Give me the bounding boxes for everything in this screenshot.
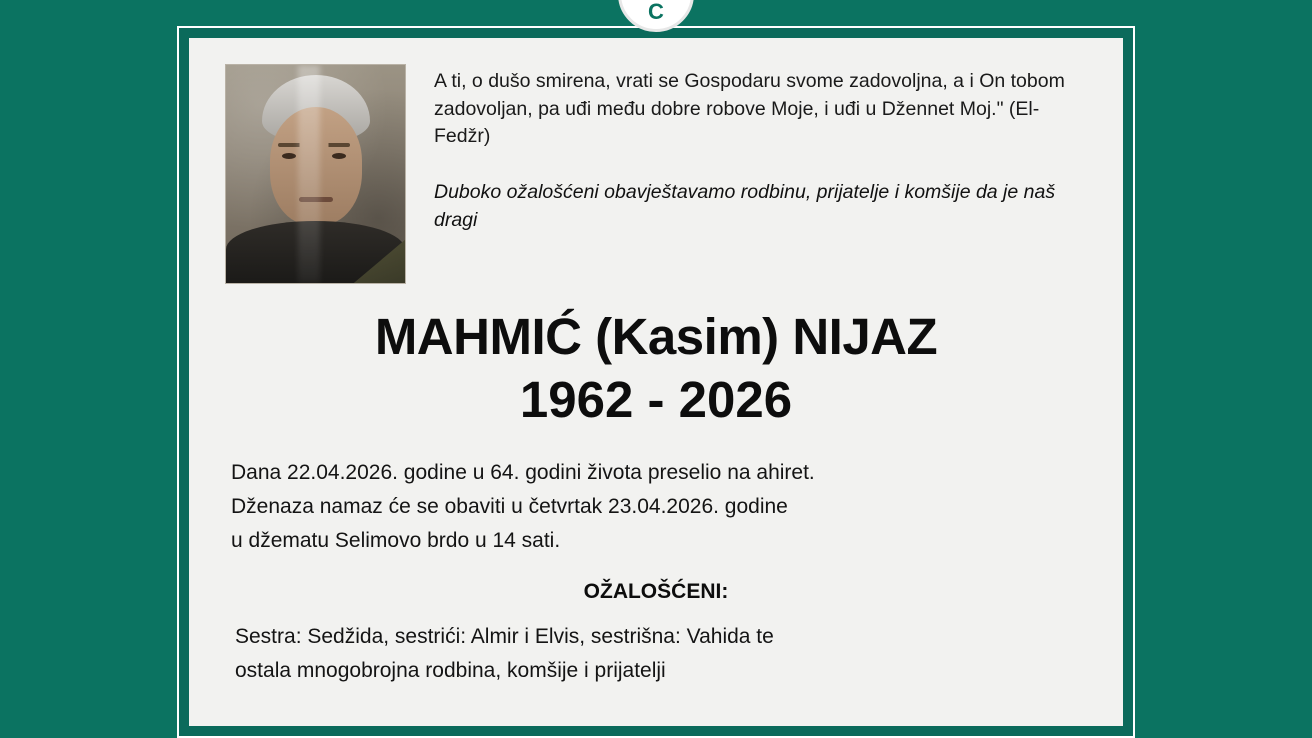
- deceased-years: 1962 - 2026: [519, 371, 793, 429]
- quran-verse-text: A ti, o dušo smirena, vrati se Gospodaru svome zadovoljna, a i On tobom zadovoljan, pa uđi među dobre robove Moje, i uđi u Džennet Moj." (El-Fedžr): [434, 70, 1065, 148]
- obituary-intro-text: [434, 64, 1087, 234]
- deceased-portrait-photo: [225, 64, 406, 284]
- photo-right-eye: [332, 153, 346, 159]
- mourners-list: [225, 620, 1087, 688]
- deceased-name: MAHMIĆ (Kasim) NIJAZ: [374, 308, 938, 365]
- mourners-heading: OŽALOŠĆENI:: [583, 580, 729, 604]
- mourners-line-2: ostala mnogobrojna rodbina, komšije i prijatelji: [235, 659, 666, 683]
- detail-line-prayer-date: Dženaza namaz će se obaviti u četvrtak 23.04.2026. godine: [231, 495, 788, 519]
- detail-line-location: u džematu Selimovo brdo u 14 sati.: [231, 529, 561, 553]
- photo-left-eye: [282, 153, 296, 159]
- funeral-details: [225, 456, 1087, 558]
- photo-light-streak: [298, 65, 320, 283]
- mourners-line-1: Sestra: Sedžida, sestrići: Almir i Elvis, sestrišna: Vahida te: [235, 625, 774, 649]
- site-logo-icon: C: [618, 0, 694, 32]
- announcement-text: Duboko ožalošćeni obavještavamo rodbinu, prijatelje i komšije da je naš dragi: [434, 181, 1056, 231]
- obituary-header: [225, 64, 1087, 284]
- obituary-card: [189, 38, 1123, 726]
- obituary-frame: [177, 26, 1135, 738]
- detail-line-death-date: Dana 22.04.2026. godine u 64. godini života preselio na ahiret.: [231, 461, 815, 485]
